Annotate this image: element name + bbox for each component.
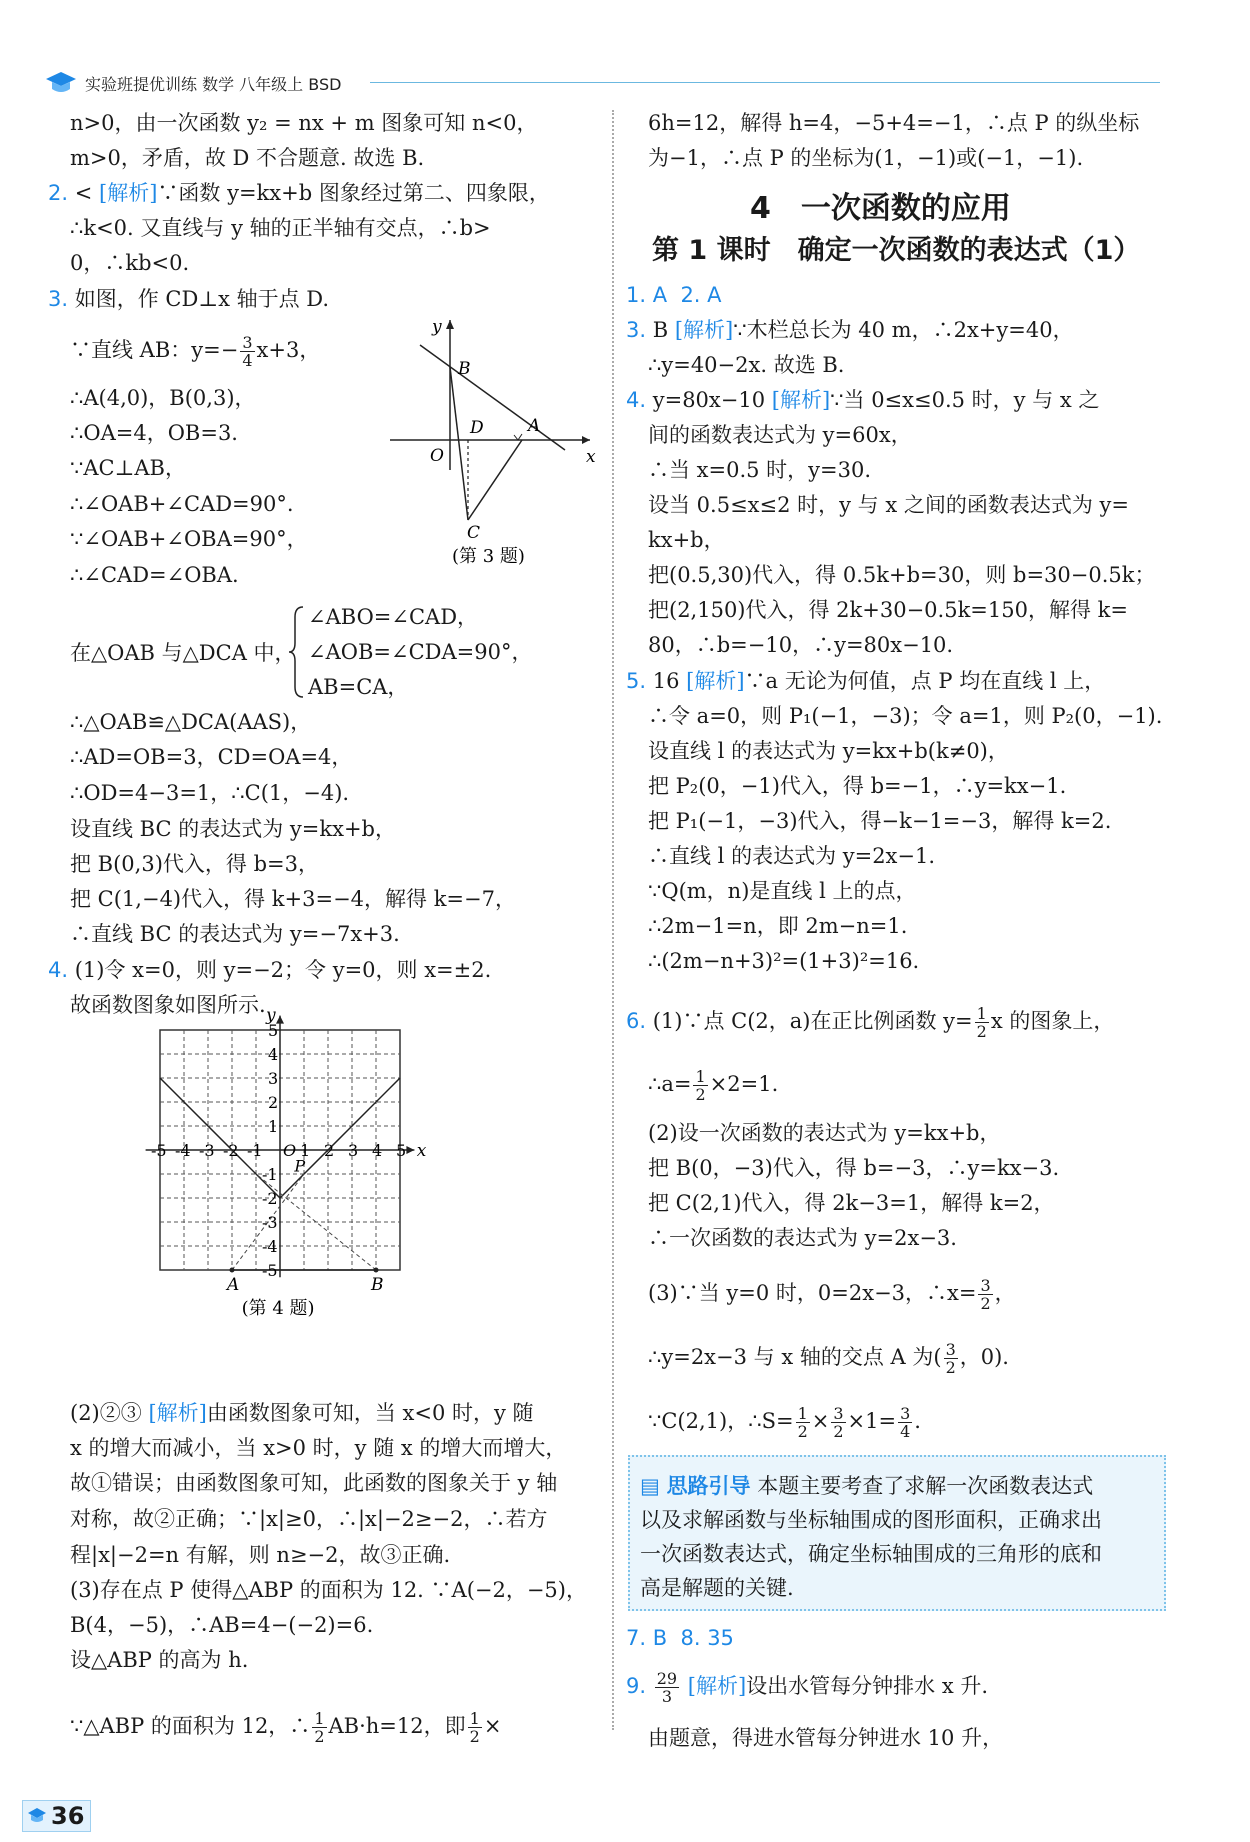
question-number: 4.: [48, 958, 69, 982]
label-x: x: [416, 1141, 427, 1161]
text-part: x+3，: [256, 338, 321, 362]
text-line: 把 P₂(0，−1)代入，得 b=−1，∴y=kx−1.: [648, 774, 1067, 798]
list-icon: ▤: [640, 1474, 660, 1498]
y-tick-label: -3: [262, 1213, 278, 1232]
text-line: 间的函数表达式为 y=60x，: [648, 423, 912, 447]
denominator: 2: [314, 1727, 325, 1746]
text-line: ∵函数 y=kx+b 图象经过第二、四象限，: [157, 181, 550, 205]
answer-1: 1. A: [626, 283, 668, 307]
label-y: y: [432, 317, 442, 337]
label-O: O: [430, 446, 444, 466]
text-part: ∵a 无论为何值，点 P 均在直线 l 上，: [744, 669, 1106, 693]
fraction: [978, 1277, 992, 1312]
text-line: 80，∴b=−10，∴y=80x−10.: [648, 633, 954, 657]
point-B: [374, 1268, 379, 1273]
text-line: 对称，故②正确；∵|x|≥0，∴|x|−2≥−2，∴若方: [70, 1507, 548, 1531]
text-part: 由函数图象可知，当 x<0 时，y 随: [206, 1401, 534, 1425]
label-D: D: [470, 418, 484, 438]
fraction: [693, 1068, 707, 1103]
figure-caption: (第 4 题): [241, 1298, 315, 1319]
text-line: 故函数图象如图所示.: [70, 993, 266, 1017]
page-header: [45, 68, 341, 98]
text-part: AB·h=12，即: [328, 1714, 466, 1738]
text-line: (3)存在点 P 使得△ABP 的面积为 12. ∵A(−2，−5)，: [70, 1578, 587, 1602]
lesson-title: 第 1 课时 确定一次函数的表达式（1）: [652, 235, 1141, 266]
label-B: B: [371, 1275, 384, 1295]
text-line: ∴k<0. 又直线与 y 轴的正半轴有交点，∴b>: [70, 216, 491, 240]
text-line: [648, 1068, 778, 1103]
label-A: A: [227, 1275, 240, 1295]
text-line: 设△ABP 的高为 h.: [70, 1648, 249, 1672]
text-part: (3)∵当 y=0 时，0=2x−3，∴x=: [648, 1281, 977, 1305]
page-number-text: 36: [51, 1802, 85, 1830]
text-line: [70, 1398, 534, 1428]
fraction: [655, 1670, 679, 1705]
text-line: 故①错误；由函数图象可知，此函数的图象关于 y 轴: [70, 1471, 558, 1495]
answers-7-8: [626, 1623, 734, 1653]
question-5: [626, 666, 1105, 696]
text-line: [70, 334, 320, 369]
question-6: [626, 1005, 1114, 1040]
text-line: ∠ABO=∠CAD，: [308, 605, 479, 629]
denominator: 4: [242, 351, 253, 370]
question-number: 9.: [626, 1674, 647, 1698]
numerator: 1: [976, 1004, 987, 1023]
text-line: 设直线 BC 的表达式为 y=kx+b，: [70, 817, 396, 841]
numerator: 1: [695, 1067, 706, 1086]
page-footer: [22, 1800, 91, 1832]
text-line: 设当 0.5≤x≤2 时，y 与 x 之间的函数表达式为 y=: [648, 493, 1130, 517]
text-line: 把(2,150)代入，得 2k+30−0.5k=150，解得 k=: [648, 598, 1128, 622]
text-line: 如图，作 CD⊥x 轴于点 D.: [74, 287, 330, 311]
label-y: y: [266, 1005, 276, 1026]
text-line: 一次函数表达式，确定坐标轴围成的三角形的底和: [640, 1542, 1102, 1566]
text-part: ∵当 0≤x≤0.5 时，y 与 x 之: [830, 388, 1100, 412]
text-part: ×: [811, 1409, 830, 1433]
fraction: [312, 1710, 326, 1745]
denominator: 2: [976, 1022, 987, 1041]
text-line: ∴2m−1=n，即 2m−n=1.: [648, 914, 908, 938]
text-line: 高是解题的关键.: [640, 1576, 794, 1600]
y-tick-label: -5: [262, 1261, 278, 1280]
question-2: [48, 178, 550, 208]
text-line: 为−1，∴点 P 的坐标为(1，−1)或(−1，−1).: [648, 146, 1084, 170]
denominator: 2: [469, 1727, 480, 1746]
x-tick-label: -4: [175, 1141, 191, 1160]
text-line: [648, 1405, 921, 1440]
answer: (2)②③: [70, 1401, 142, 1425]
text-line: ∴OA=4，OB=3.: [70, 421, 238, 445]
denominator: 4: [900, 1422, 911, 1441]
x-tick-label: 4: [372, 1141, 383, 1160]
answer: 16: [652, 669, 680, 693]
question-9: [626, 1670, 988, 1705]
numerator: 1: [797, 1404, 808, 1423]
question-number: 3.: [48, 287, 69, 311]
x-tick-label: -1: [247, 1141, 263, 1160]
y-tick-label: -2: [262, 1189, 278, 1208]
fraction: [468, 1710, 482, 1745]
text-line: ∴(2m−n+3)²=(1+3)²=16.: [648, 949, 920, 973]
graduation-cap-icon: [27, 1806, 47, 1826]
text-line: [640, 1471, 1093, 1501]
fraction: [240, 334, 254, 369]
text-line: ∴△OAB≌△DCA(AAS)，: [70, 710, 312, 734]
text-line: 在△OAB 与△DCA 中，: [70, 641, 296, 665]
fraction: [831, 1405, 845, 1440]
fraction: [796, 1405, 810, 1440]
question-number: 5.: [626, 669, 647, 693]
text-line: kx+b，: [648, 528, 725, 552]
text-part: x 的图象上，: [990, 1009, 1115, 1033]
y-tick-label: 1: [268, 1117, 279, 1136]
text-part: ∴y=2x−3 与 x 轴的交点 A 为(: [648, 1345, 942, 1369]
figure-caption: (第 3 题): [452, 546, 525, 567]
text-line: [648, 1341, 1009, 1376]
x-tick-label: -5: [151, 1141, 167, 1160]
line-AB: [420, 345, 565, 450]
question-3: [626, 315, 1074, 345]
section-title: 4 一次函数的应用: [750, 191, 1011, 226]
text-line: ∴当 x=0.5 时，y=30.: [648, 458, 872, 482]
x-axis-arrow: [406, 1146, 414, 1154]
text-part: ∵木栏总长为 40 m，∴2x+y=40，: [733, 318, 1074, 342]
text-line: [70, 1710, 501, 1745]
text-line: ∴直线 BC 的表达式为 y=−7x+3.: [70, 922, 400, 946]
figure-4: [151, 1005, 500, 1355]
answer: B: [652, 318, 669, 342]
line-AC: [468, 440, 522, 520]
x-axis-arrow: [582, 436, 590, 444]
x-tick-label: 1: [300, 1141, 311, 1160]
y-tick-label: 3: [268, 1069, 279, 1088]
text-part: ，: [994, 1281, 1016, 1305]
text-line: ∴直线 l 的表达式为 y=2x−1.: [648, 844, 936, 868]
answer-7: 7. B: [626, 1626, 668, 1650]
answers-1-2: [626, 280, 722, 310]
analysis-tag: [解析]: [99, 181, 158, 205]
text-part: ，0).: [959, 1345, 1009, 1369]
question-number: 3.: [626, 318, 647, 342]
line-BC: [450, 367, 468, 520]
analysis-tag: [解析]: [686, 669, 745, 693]
text-line: (2)设一次函数的表达式为 y=kx+b，: [648, 1121, 1001, 1145]
y-tick-label: 5: [268, 1021, 279, 1040]
question-number: 4.: [626, 388, 647, 412]
header-title: 实验班提优训练 数学 八年级上 BSD: [85, 74, 342, 94]
text-line: [648, 1277, 1016, 1312]
x-tick-label: -3: [199, 1141, 215, 1160]
x-tick-label: 5: [396, 1141, 407, 1160]
label-B: B: [458, 359, 471, 379]
point-A: [230, 1268, 235, 1273]
y-tick-label: -4: [262, 1237, 278, 1256]
numerator: 1: [469, 1709, 480, 1728]
text-line: ∵AC⊥AB，: [70, 456, 186, 480]
x-tick-label: 3: [348, 1141, 359, 1160]
text-part: ×1=: [847, 1409, 897, 1433]
text-line: ∴A(4,0)，B(0,3)，: [70, 386, 256, 410]
analysis-tag: [解析]: [771, 388, 831, 412]
label-A: A: [528, 416, 541, 436]
text-line: ∴AD=OB=3，CD=OA=4，: [70, 745, 353, 769]
text-line: (1)令 x=0，则 y=−2；令 y=0，则 x=±2.: [74, 958, 492, 982]
text-line: 把(0.5,30)代入，得 0.5k+b=30，则 b=30−0.5k；: [648, 563, 1156, 587]
answer-2: 2. A: [680, 283, 722, 307]
thinking-guide-box: [628, 1455, 1166, 1611]
numerator: 3: [945, 1340, 956, 1359]
text-line: ∴∠CAD=∠OBA.: [70, 563, 239, 587]
numerator: 3: [980, 1276, 991, 1295]
column-divider: [612, 110, 614, 1730]
x-tick-label: 2: [324, 1141, 335, 1160]
text-part: ×: [483, 1714, 502, 1738]
text-line: n>0，由一次函数 y₂ = nx + m 图象可知 n<0，: [70, 111, 538, 135]
text-line: 把 C(2,1)代入，得 2k−3=1，解得 k=2，: [648, 1191, 1055, 1215]
text-part: 设出水管每分钟排水 x 升.: [746, 1674, 989, 1698]
text-line: ∴∠OAB+∠CAD=90°.: [70, 492, 294, 516]
text-line: ∠AOB=∠CDA=90°，: [308, 640, 533, 664]
text-part: ×2=1.: [709, 1072, 779, 1096]
label-C: C: [467, 523, 481, 543]
answer: <: [74, 181, 93, 205]
text-part: .: [914, 1409, 921, 1433]
figure-3: [390, 317, 600, 570]
text-line: 6h=12，解得 h=4，−5+4=−1，∴点 P 的纵坐标: [648, 111, 1140, 135]
text-part: ∴a=: [648, 1072, 692, 1096]
y-tick-label: 4: [268, 1045, 279, 1064]
y-tick-label: -1: [262, 1165, 278, 1184]
question-4: [626, 385, 1099, 415]
question-4: [48, 955, 491, 985]
page-number: [22, 1800, 91, 1832]
text-line: 把 P₁(−1，−3)代入，得−k−1=−3，解得 k=2.: [648, 809, 1112, 833]
numerator: 29: [656, 1669, 678, 1688]
fraction: [898, 1405, 912, 1440]
analysis-tag: [解析]: [674, 318, 734, 342]
fraction: [975, 1005, 989, 1040]
text-line: m>0，矛盾，故 D 不合题意. 故选 B.: [70, 146, 425, 170]
text-line: 0，∴kb<0.: [70, 251, 190, 275]
y-tick-label: 2: [268, 1093, 279, 1112]
denominator: 2: [980, 1294, 991, 1313]
denominator: 2: [797, 1422, 808, 1441]
text-line: x 的增大而减小，当 x>0 时，y 随 x 的增大而增大，: [70, 1436, 567, 1460]
text-line: ∵Q(m，n)是直线 l 上的点，: [648, 879, 917, 903]
text-line: 由题意，得进水管每分钟进水 10 升，: [648, 1726, 1004, 1750]
text-line: ∴y=40−2x. 故选 B.: [648, 353, 845, 377]
text-part: ∵△ABP 的面积为 12，∴: [70, 1714, 311, 1738]
brace-icon: [288, 605, 306, 699]
text-line: ∴令 a=0，则 P₁(−1，−3)；令 a=1，则 P₂(0，−1).: [648, 704, 1163, 728]
answer: y=80x−10: [652, 388, 766, 412]
label-x: x: [586, 447, 596, 467]
question-number: 2.: [48, 181, 69, 205]
denominator: 2: [945, 1358, 956, 1377]
y-axis-arrow: [446, 320, 454, 329]
graduation-cap-icon: [45, 70, 77, 96]
header-divider: [370, 82, 1160, 83]
analysis-tag: [解析]: [687, 1674, 747, 1698]
text-line: 把 B(0,3)代入，得 b=3，: [70, 852, 319, 876]
answer-8: 8. 35: [680, 1626, 734, 1650]
numerator: 3: [900, 1404, 911, 1423]
text-part: 本题主要考查了求解一次函数表达式: [757, 1474, 1094, 1498]
numerator: 3: [833, 1404, 844, 1423]
text-line: 把 B(0，−3)代入，得 b=−3，∴y=kx−3.: [648, 1156, 1060, 1180]
text-line: ∴一次函数的表达式为 y=2x−3.: [648, 1226, 957, 1250]
text-part: (1)∵点 C(2，a)在正比例函数 y=: [652, 1009, 973, 1033]
text-part: ∵C(2,1)，∴S=: [648, 1409, 794, 1433]
tip-label: 思路引导: [666, 1474, 751, 1498]
text-line: 以及求解函数与坐标轴围成的图形面积，正确求出: [640, 1508, 1102, 1532]
fraction: [944, 1341, 958, 1376]
text-line: ∵∠OAB+∠OBA=90°，: [70, 527, 308, 551]
text-line: 设直线 l 的表达式为 y=kx+b(k≠0)，: [648, 739, 1009, 763]
text-part: ∵直线 AB：y=−: [70, 338, 239, 362]
label-P: P: [294, 1156, 306, 1176]
text-line: 程|x|−2=n 有解，则 n≥−2，故③正确.: [70, 1543, 451, 1567]
text-line: B(4，−5)，∴AB=4−(−2)=6.: [70, 1613, 374, 1637]
label-O: O: [283, 1141, 297, 1160]
numerator: 3: [242, 333, 253, 352]
denominator: 2: [695, 1085, 706, 1104]
denominator: 2: [833, 1422, 844, 1441]
question-number: 6.: [626, 1009, 647, 1033]
text-line: 把 C(1,−4)代入，得 k+3=−4，解得 k=−7，: [70, 887, 516, 911]
right-angle-mark: [514, 434, 522, 440]
analysis-tag: [解析]: [148, 1401, 207, 1425]
text-line: ∴OD=4−3=1，∴C(1，−4).: [70, 781, 350, 805]
question-3: [48, 284, 329, 314]
x-tick-label: -2: [223, 1141, 239, 1160]
function-branch-right: [280, 1078, 400, 1198]
numerator: 1: [314, 1709, 325, 1728]
denominator: 3: [661, 1687, 672, 1706]
text-line: AB=CA，: [308, 675, 409, 699]
